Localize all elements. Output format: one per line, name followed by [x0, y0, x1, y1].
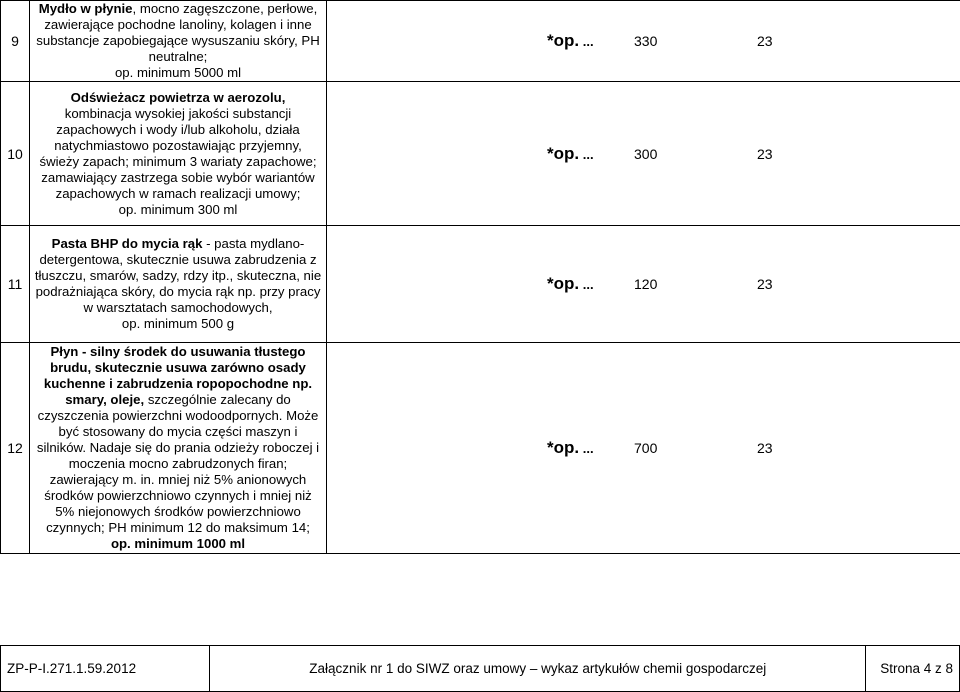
row-number: 12: [1, 343, 30, 554]
product-details: , mocno zagęszczone, perłowe, zawierające pochodne lanoliny, kolagen i inne substancje zapobiegające wysuszaniu skóry, PH neutralne;: [36, 1, 320, 64]
table-row: [1, 82, 960, 226]
vat-rate: 23: [757, 145, 773, 162]
unit-op: op.: [553, 438, 580, 457]
page-footer: [0, 645, 960, 692]
product-description: [30, 226, 327, 343]
order-cell: [327, 82, 960, 226]
product-details: kombinacja wysokiej jakości substancji zapachowych i wody i/lub alkoholu, działa natychmiastowo pozostawiając przyjemny, świeży zapach; minimum 3 wariaty zapachowe; zamawiający zastrzega sobie wybór wariantów zapachowych w ramach realizacji umowy;: [39, 105, 317, 201]
quantity: 300: [634, 145, 658, 162]
quantity: 120: [634, 276, 658, 292]
quantity: 330: [634, 33, 658, 49]
unit-label: [547, 438, 594, 458]
product-description: [30, 1, 327, 82]
vat-rate: 23: [757, 440, 773, 456]
unit-star: *: [547, 274, 554, 293]
product-description: [30, 343, 327, 554]
unit-dots: ...: [579, 441, 594, 456]
order-cell: [327, 226, 960, 343]
quantity: 700: [634, 440, 658, 456]
order-cell: [327, 343, 960, 554]
unit-label: [547, 274, 594, 294]
unit-op: op.: [553, 31, 580, 50]
product-name: Mydło w płynie: [38, 1, 133, 16]
document-reference: ZP-P-I.271.1.59.2012: [1, 646, 210, 692]
vat-rate: 23: [757, 33, 773, 49]
unit-dots: ...: [579, 34, 594, 49]
unit-star: *: [547, 438, 554, 457]
row-number: 11: [1, 226, 30, 343]
unit-op: op.: [553, 274, 580, 293]
product-minimum: op. minimum 300 ml: [118, 201, 238, 217]
product-description: [30, 82, 327, 226]
product-name: Pasta BHP do mycia rąk: [51, 236, 203, 251]
table-row: [1, 343, 960, 554]
table-row: [1, 226, 960, 343]
unit-label: [547, 144, 594, 164]
product-name: Odświeżacz powietrza w aerozolu,: [70, 89, 286, 105]
product-minimum: op. minimum 5000 ml: [114, 65, 242, 80]
row-number: 10: [1, 82, 30, 226]
unit-star: *: [547, 143, 554, 163]
product-details: - pasta mydlano-detergentowa, skutecznie usuwa zabrudzenia z tłuszczu, smarów, sadzy, rdzy itp., skuteczna, nie podrażniająca skóry, do mycia rąk np. przy pracy w warsztatach samochodowych,: [34, 236, 322, 315]
row-number: 9: [1, 1, 30, 82]
annex-title: Załącznik nr 1 do SIWZ oraz umowy – wykaz artykułów chemii gospodarczej: [210, 646, 866, 692]
unit-op: op.: [553, 143, 580, 163]
page-number: Strona 4 z 8: [866, 646, 960, 692]
unit-star: *: [547, 31, 554, 50]
product-minimum: op. minimum 1000 ml: [110, 536, 246, 551]
product-minimum: op. minimum 500 g: [121, 316, 235, 331]
table-row: [1, 1, 960, 82]
unit-dots: ...: [579, 277, 594, 292]
product-details: szczególnie zalecany do czyszczenia powierzchni wodoodpornych. Może być stosowany do mycia części maszyn i silników. Nadaje się do prania odzieży roboczej i moczenia mocno zabrudzonych firan; zawierający m. in. mniej niż 5% anionowych środków powierzchniowo czynnych i mniej niż 5% niejonowych środków powierzchniowo czynnych; PH minimum 12 do maksimum 14;: [36, 392, 320, 535]
product-name: Płyn - silny środek do usuwania tłustego brudu, skutecznie usuwa zarówno osady kuchenne i zabrudzenia ropopochodne np. smary, oleje,: [43, 344, 313, 407]
unit-dots: ...: [579, 146, 594, 162]
unit-label: [547, 31, 594, 51]
vat-rate: 23: [757, 276, 773, 292]
order-cell: [327, 1, 960, 82]
